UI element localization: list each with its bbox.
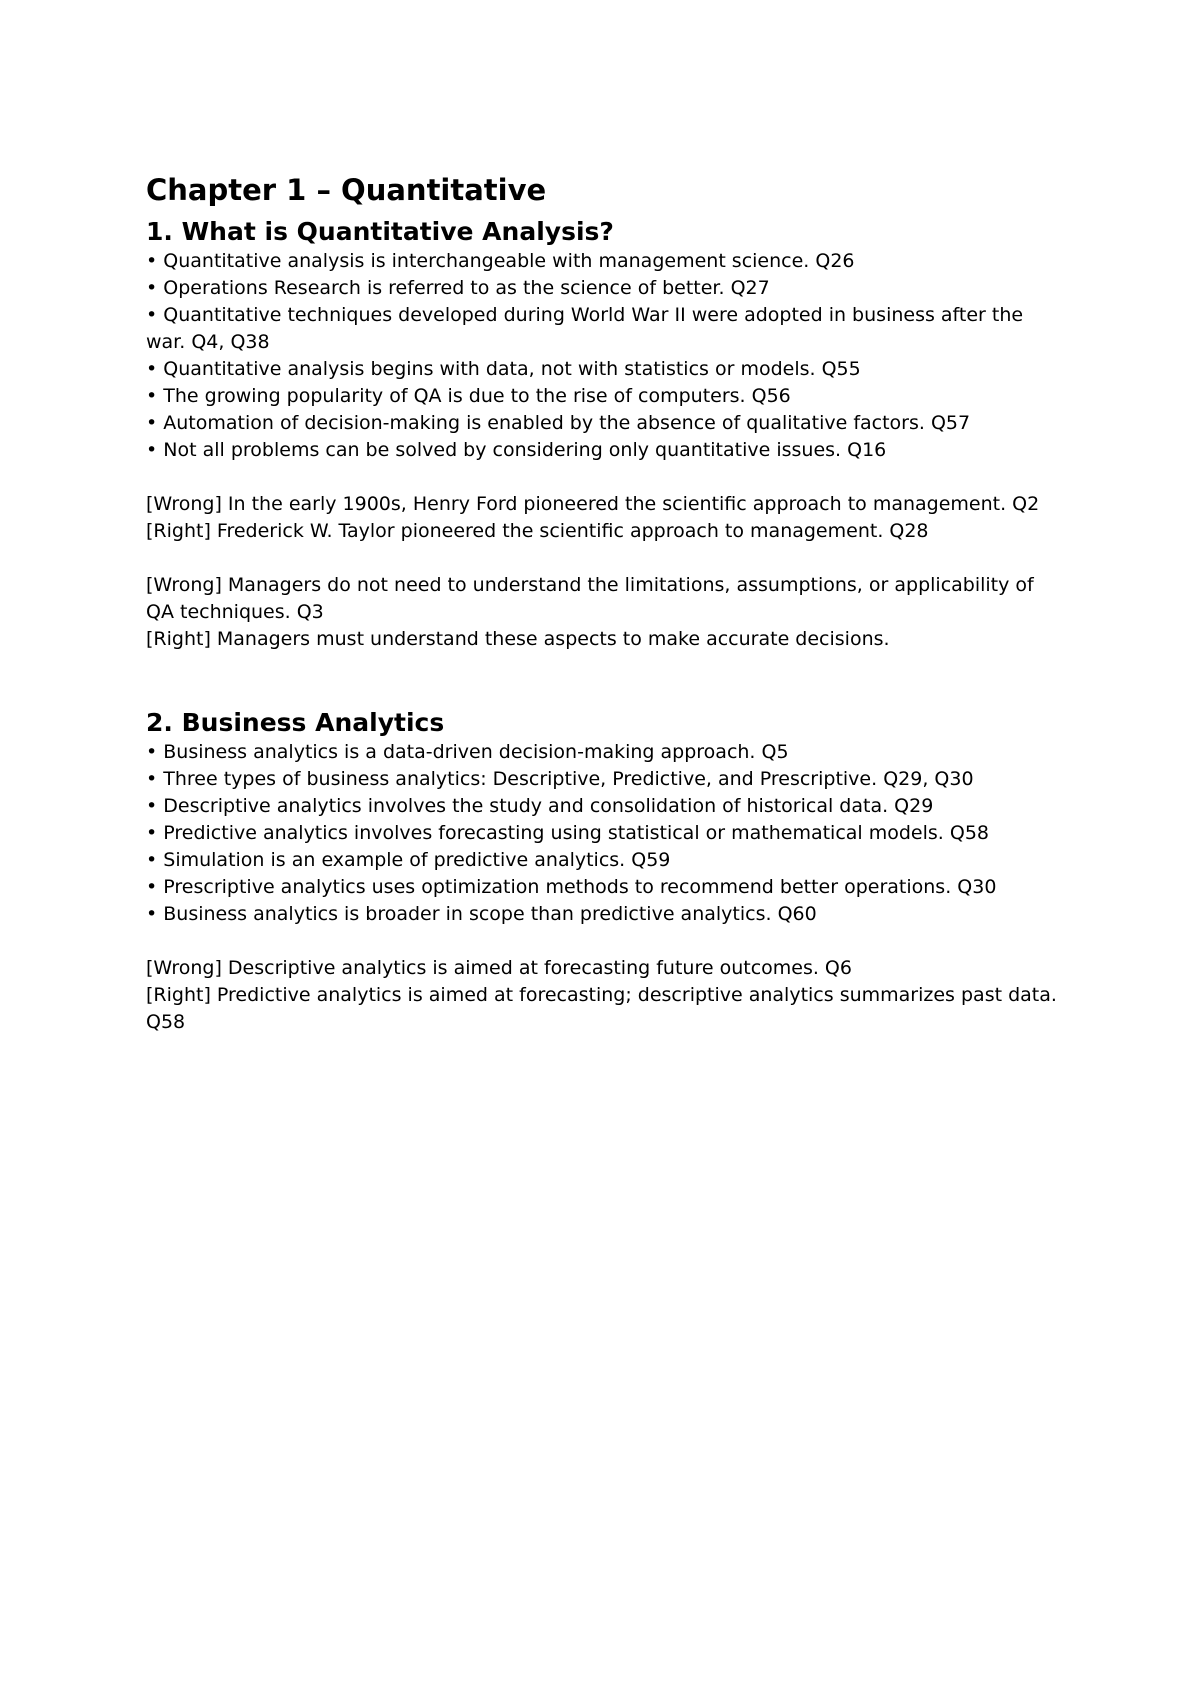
bullet-item xyxy=(146,874,1066,901)
bullet-icon: • xyxy=(146,250,158,272)
section-title-1: 1. What is Quantitative Analysis? xyxy=(146,217,614,246)
bullet-icon: • xyxy=(146,822,158,844)
bullet-item xyxy=(146,793,1066,820)
bullet-text: Business analytics is a data-driven decision-making approach. Q5 xyxy=(163,741,789,763)
bullet-item xyxy=(146,766,1066,793)
spacer xyxy=(146,928,1066,955)
bullet-text: Automation of decision-making is enabled by the absence of qualitative factors. Q57 xyxy=(163,412,971,434)
bullet-list-2 xyxy=(146,739,1066,928)
bullet-icon: • xyxy=(146,277,158,299)
right-statement: [Right] Managers must understand these aspects to make accurate decisions. xyxy=(146,628,890,650)
bullet-icon: • xyxy=(146,768,158,790)
spacer xyxy=(146,545,1066,572)
bullet-item xyxy=(146,437,1066,464)
bullet-text: Operations Research is referred to as the science of better. Q27 xyxy=(163,277,770,299)
bullet-text: Prescriptive analytics uses optimization methods to recommend better operations. Q30 xyxy=(163,876,997,898)
bullet-item xyxy=(146,356,1066,383)
bullet-icon: • xyxy=(146,795,158,817)
bullet-icon: • xyxy=(146,412,158,434)
bullet-icon: • xyxy=(146,439,158,461)
bullet-text: Three types of business analytics: Descriptive, Predictive, and Prescriptive. Q29, Q30 xyxy=(163,768,974,790)
bullet-icon: • xyxy=(146,304,158,326)
wrong-statement: [Wrong] Managers do not need to understand the limitations, assumptions, or applicability of QA techniques. Q3 xyxy=(146,574,1034,623)
right-statement: [Right] Frederick W. Taylor pioneered the scientific approach to management. Q28 xyxy=(146,520,929,542)
bullet-item xyxy=(146,410,1066,437)
bullet-icon: • xyxy=(146,876,158,898)
bullet-icon: • xyxy=(146,849,158,871)
bullet-item xyxy=(146,820,1066,847)
bullet-text: Quantitative analysis is interchangeable with management science. Q26 xyxy=(163,250,855,272)
section-title-2: 2. Business Analytics xyxy=(146,708,445,737)
bullet-text: Quantitative analysis begins with data, not with statistics or models. Q55 xyxy=(163,358,861,380)
bullet-text: Descriptive analytics involves the study and consolidation of historical data. Q29 xyxy=(163,795,934,817)
spacer xyxy=(146,464,1066,491)
bullet-item xyxy=(146,248,1066,275)
chapter-title: Chapter 1 – Quantitative xyxy=(146,173,547,207)
bullet-icon: • xyxy=(146,385,158,407)
bullet-icon: • xyxy=(146,903,158,925)
bullet-icon: • xyxy=(146,741,158,763)
wrong-statement: [Wrong] Descriptive analytics is aimed at forecasting future outcomes. Q6 xyxy=(146,957,852,979)
bullet-item xyxy=(146,739,1066,766)
bullet-list-1 xyxy=(146,248,1066,464)
bullet-text: Business analytics is broader in scope than predictive analytics. Q60 xyxy=(163,903,817,925)
right-statement: [Right] Predictive analytics is aimed at forecasting; descriptive analytics summarizes past data. Q58 xyxy=(146,984,1057,1033)
bullet-text: Simulation is an example of predictive analytics. Q59 xyxy=(163,849,671,871)
bullet-text: The growing popularity of QA is due to the rise of computers. Q56 xyxy=(163,385,791,407)
bullet-text: Predictive analytics involves forecasting using statistical or mathematical models. Q58 xyxy=(163,822,990,844)
document-page xyxy=(146,170,1066,1036)
bullet-item xyxy=(146,275,1066,302)
bullet-icon: • xyxy=(146,358,158,380)
bullet-item xyxy=(146,847,1066,874)
bullet-item xyxy=(146,901,1066,928)
bullet-text: Quantitative techniques developed during World War II were adopted in business after the war. Q4, Q38 xyxy=(146,304,1024,353)
bullet-item xyxy=(146,302,1066,356)
bullet-item xyxy=(146,383,1066,410)
wrong-statement: [Wrong] In the early 1900s, Henry Ford pioneered the scientific approach to management. Q2 xyxy=(146,493,1040,515)
bullet-text: Not all problems can be solved by considering only quantitative issues. Q16 xyxy=(163,439,887,461)
